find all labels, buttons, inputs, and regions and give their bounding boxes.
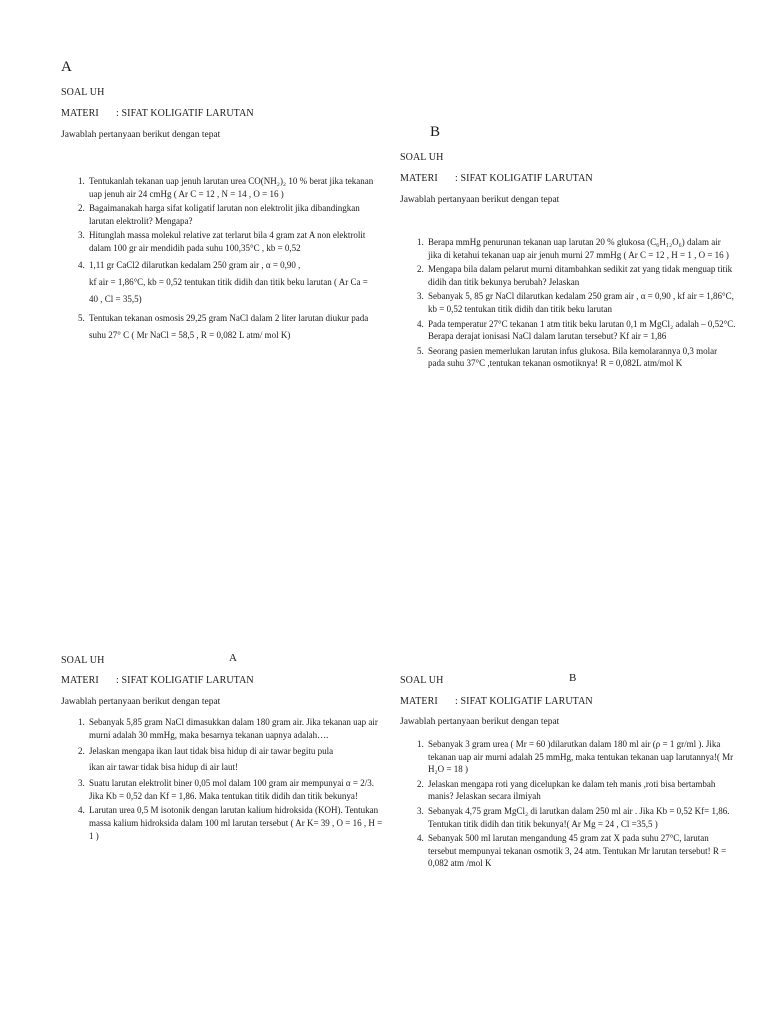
question-text: Larutan urea 0,5 M isotonik dengan larutan kalium hidroksida (KOH). Tentukan massa kalium hidroksida dalam 100 ml larutan tersebut ( Ar K= 39 , O = 16 , H = 1 ) xyxy=(89,805,383,841)
question-text: Sebanyak 5,85 gram NaCl dimasukkan dalam 180 gram air. Jika tekanan uap air murni adalah 30 mmHg, maka besarnya tekanan uapnya adalah…. xyxy=(89,717,378,740)
question-text: Hitunglah massa molekul relative zat terlarut bila 4 gram zat A non elektrolit dalam 100 gr air mendidih pada suhu 100,35°C , kb = 0,52 xyxy=(89,230,366,253)
question-item xyxy=(426,778,736,803)
section-letter: A xyxy=(229,652,237,664)
question-item xyxy=(426,805,736,830)
question-text: Berapa mmHg penurunan tekanan uap larutan 20 % glukosa (C₆H₁₂O₆) dalam air jika di ketahui tekanan uap air jenuh murni 27 mmHg ( Ar C = 12 , H = 1 , O = 16 ) xyxy=(428,237,729,260)
materi-label: MATERI xyxy=(61,675,99,686)
question-text: Sebanyak 4,75 gram MgCl₂ di larutkan dalam 250 ml air . Jika Kb = 0,52 Kf= 1,86. Tentukan titik didih dan titik bekunya!( Ar Mg = 24 , Cl =35,5 ) xyxy=(428,805,730,829)
question-text: Jelaskan mengapa ikan laut tidak bisa hidup di air tawar begitu pula xyxy=(89,746,334,757)
question-item xyxy=(426,832,736,870)
section-title: SOAL UH xyxy=(400,152,444,163)
question-text: Sebanyak 5, 85 gr NaCl dilarutkan kedalam 250 gram air , α = 0,90 , kf air = 1,86°C, kb = 0,52 tentukan titik didih dan titik beku larutan xyxy=(428,291,734,314)
section-letter: A xyxy=(61,59,72,75)
section-title: SOAL UH xyxy=(61,87,105,98)
materi-value: : SIFAT KOLIGATIF LARUTAN xyxy=(116,108,254,119)
materi-label: MATERI xyxy=(400,173,438,184)
question-item xyxy=(426,738,736,776)
question-text: Tentukan tekanan osmosis 29,25 gram NaCl dalam 2 liter larutan diukur pada suhu 27° C ( Mr NaCl = 58,5 , R = 0,082 L atm/ mol K) xyxy=(89,312,369,340)
instruction: Jawablah pertanyaan berikut dengan tepat xyxy=(61,697,221,707)
materi-label: MATERI xyxy=(400,696,438,707)
question-text: 1,11 gr CaCl2 dilarutkan kedalam 250 gram air , α = 0,90 , xyxy=(89,259,301,270)
section-title: SOAL UH xyxy=(61,655,105,666)
question-text: Sebanyak 500 ml larutan mengandung 45 gram zat X pada suhu 27°C, larutan tersebut mempunyai tekanan osmotik 3, 24 atm. Tentukan Mr larutan tersebut! R = 0,082 atm /mol K xyxy=(428,833,727,869)
materi-value: : SIFAT KOLIGATIF LARUTAN xyxy=(455,173,593,184)
materi-value: : SIFAT KOLIGATIF LARUTAN xyxy=(455,696,593,707)
question-continuation: kf air = 1,86°C, kb = 0,52 tentukan titik didih dan titik beku larutan ( Ar Ca = 40 , Cl = 35,5) xyxy=(89,276,368,304)
materi-line xyxy=(400,696,593,707)
question-text: Mengapa bila dalam pelarut murni ditambahkan sedikit zat yang tidak menguap titik didih dan titik bekunya berubah? Jelaskan xyxy=(428,264,733,287)
section-letter: B xyxy=(430,124,441,140)
question-text: Pada temperatur 27°C tekanan 1 atm titik beku larutan 0,1 m MgCl₂ adalah – 0,52°C. Berapa derajat ionisasi NaCl dalam larutan tersebut? Kf air = 1,86 xyxy=(428,318,736,342)
question-text: Tentukanlah tekanan uap jenuh larutan urea CO(NH₂)₂ 10 % berat jika tekanan uap jenuh air 24 cmHg ( Ar C = 12 , N = 14 , O = 16 ) xyxy=(89,176,374,199)
materi-label: MATERI xyxy=(61,108,99,119)
question-text: Jelaskan mengapa roti yang dicelupkan ke dalam teh manis ,roti bisa bertambah manis? Jelaskan secara ilmiyah xyxy=(428,778,716,802)
section-title: SOAL UH xyxy=(400,675,444,686)
question-list xyxy=(400,738,736,872)
instruction: Jawablah pertanyaan berikut dengan tepat xyxy=(400,195,560,205)
section-letter: B xyxy=(569,672,577,684)
question-text: Suatu larutan elektrolit biner 0,05 mol dalam 100 gram air mempunyai α = 2/3. Jika Kb = 0,52 dan Kf = 1,86. Maka tentukan titik didih dan titik bekunya! xyxy=(89,778,374,801)
question-text: Sebanyak 3 gram urea ( Mr = 60 )dilarutkan dalam 180 ml air (ρ = 1 gr/ml ). Jika tekanan uap air murni adalah 25 mmHg, maka tentukan tekanan uap larutannya!( Mr H₂O = 18 ) xyxy=(428,739,734,775)
question-text: Seorang pasien memerlukan larutan infus glukosa. Bila kemolarannya 0,3 molar pada suhu 37°C ,tentukan tekanan osmotiknya! R = 0,082L atm/mol K xyxy=(428,345,718,369)
question-text: Bagaimanakah harga sifat koligatif larutan non elektrolit jika dibandingkan larutan elektrolit? Mengapa? xyxy=(89,203,360,226)
instruction: Jawablah pertanyaan berikut dengan tepat xyxy=(400,717,560,727)
instruction: Jawablah pertanyaan berikut dengan tepat xyxy=(61,130,221,140)
question-continuation: ikan air tawar tidak bisa hidup di air laut! xyxy=(89,762,238,773)
materi-value: : SIFAT KOLIGATIF LARUTAN xyxy=(116,675,254,686)
